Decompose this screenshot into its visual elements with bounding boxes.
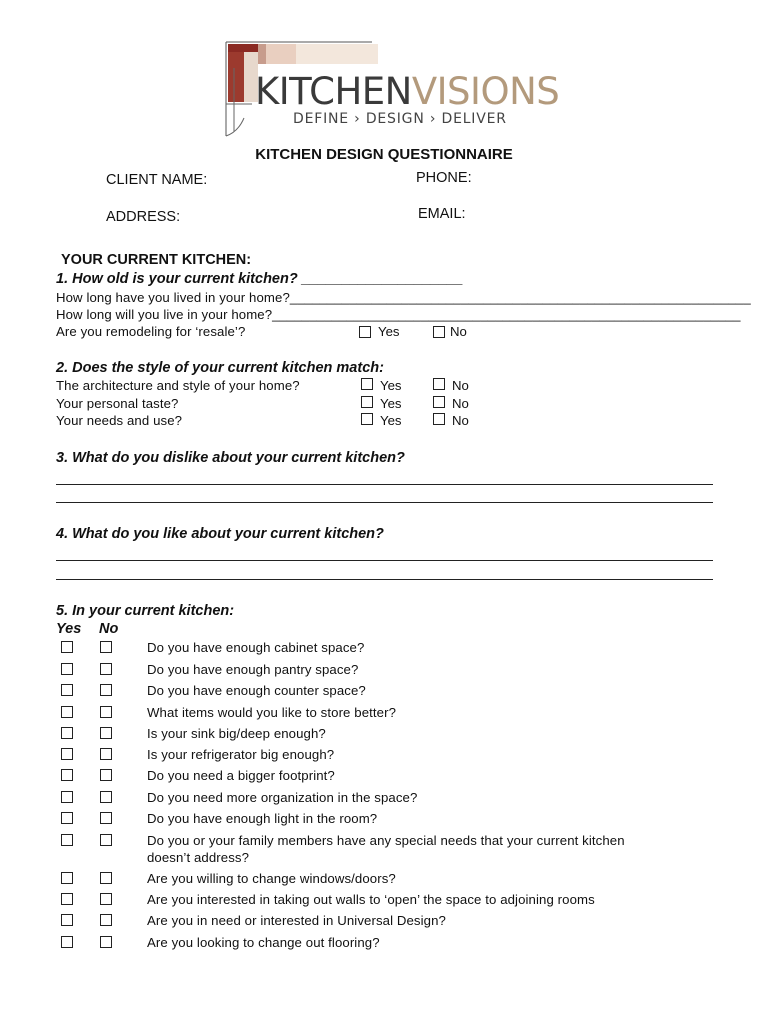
q2-needs-no-label: No (452, 413, 469, 428)
q2-architecture-yes-checkbox[interactable] (361, 378, 373, 390)
current-kitchen-heading: YOUR CURRENT KITCHEN: (61, 252, 252, 268)
q4-answer-line-2[interactable] (56, 579, 713, 580)
q5-no-checkbox[interactable] (100, 769, 112, 781)
address-label: ADDRESS: (106, 209, 181, 225)
q5-item-label: What items would you like to store better? (147, 705, 397, 720)
q2-taste-yes-checkbox[interactable] (361, 396, 373, 408)
q5-yes-checkbox[interactable] (61, 872, 73, 884)
q3-answer-line-2[interactable] (56, 502, 713, 503)
resale-no-checkbox[interactable] (433, 326, 445, 338)
q5-yes-checkbox[interactable] (61, 914, 73, 926)
brand-kitchen: KITCHEN (255, 70, 412, 113)
q5-item-label: Is your sink big/deep enough? (147, 726, 326, 741)
q5-yes-checkbox[interactable] (61, 834, 73, 846)
q5-item-label-continuation: doesn’t address? (147, 850, 250, 865)
q2-architecture-no-checkbox[interactable] (433, 378, 445, 390)
q5-item-label: Do you need more organization in the space? (147, 790, 418, 805)
q5-no-header: No (99, 621, 119, 637)
q5-no-checkbox[interactable] (100, 812, 112, 824)
q5-item-label: Are you in need or interested in Universal Design? (147, 913, 446, 928)
q5-yes-checkbox[interactable] (61, 684, 73, 696)
will-live-in-home-line: How long will you live in your home?_______________________________________________________________ (56, 307, 741, 322)
q5-item-label: Are you willing to change windows/doors? (147, 871, 396, 886)
q5-item-label: Do you need a bigger footprint? (147, 768, 335, 783)
brand-visions: VISIONS (411, 70, 560, 113)
q4-answer-line-1[interactable] (56, 560, 713, 561)
q5-no-checkbox[interactable] (100, 748, 112, 760)
q5-yes-checkbox[interactable] (61, 791, 73, 803)
q2-row-taste: Your personal taste? (56, 396, 179, 411)
q2-taste-yes-label: Yes (380, 396, 402, 411)
q3-answer-line-1[interactable] (56, 484, 713, 485)
phone-label: PHONE: (416, 170, 472, 186)
q5-no-checkbox[interactable] (100, 641, 112, 653)
q5-yes-checkbox[interactable] (61, 812, 73, 824)
q5-no-checkbox[interactable] (100, 936, 112, 948)
q5-item-label: Do you have enough pantry space? (147, 662, 359, 677)
q2-taste-no-label: No (452, 396, 469, 411)
q5-item-label: Do you or your family members have any special needs that your current kitchen (147, 833, 625, 848)
resale-yes-label: Yes (378, 324, 400, 339)
q5-yes-checkbox[interactable] (61, 936, 73, 948)
q2-needs-yes-checkbox[interactable] (361, 413, 373, 425)
q5-no-checkbox[interactable] (100, 663, 112, 675)
resale-yes-checkbox[interactable] (359, 326, 371, 338)
q5-item-label: Do you have enough cabinet space? (147, 640, 365, 655)
q5-yes-checkbox[interactable] (61, 893, 73, 905)
q5-item-label: Are you interested in taking out walls to ‘open’ the space to adjoining rooms (147, 892, 595, 907)
question-1: 1. How old is your current kitchen? ____________________ (56, 271, 464, 287)
resale-question: Are you remodeling for ‘resale’? (56, 324, 246, 339)
page-title: KITCHEN DESIGN QUESTIONNAIRE (255, 146, 513, 163)
q5-yes-checkbox[interactable] (61, 769, 73, 781)
client-name-label: CLIENT NAME: (106, 172, 208, 188)
q2-row-needs: Your needs and use? (56, 413, 183, 428)
q5-no-checkbox[interactable] (100, 914, 112, 926)
q5-yes-checkbox[interactable] (61, 706, 73, 718)
q5-item-label: Do you have enough light in the room? (147, 811, 378, 826)
lived-in-home-line: How long have you lived in your home?______________________________________________________________ (56, 290, 751, 305)
q2-architecture-no-label: No (452, 378, 469, 393)
q5-item-label: Do you have enough counter space? (147, 683, 366, 698)
question-3: 3. What do you dislike about your current kitchen? (56, 450, 405, 466)
q2-taste-no-checkbox[interactable] (433, 396, 445, 408)
q5-no-checkbox[interactable] (100, 727, 112, 739)
q5-no-checkbox[interactable] (100, 684, 112, 696)
q5-no-checkbox[interactable] (100, 834, 112, 846)
q5-item-label: Are you looking to change out flooring? (147, 935, 380, 950)
q5-no-checkbox[interactable] (100, 872, 112, 884)
q2-row-architecture: The architecture and style of your home? (56, 378, 300, 393)
question-5: 5. In your current kitchen: (56, 603, 235, 619)
q5-yes-checkbox[interactable] (61, 727, 73, 739)
q5-item-label: Is your refrigerator big enough? (147, 747, 335, 762)
q5-no-checkbox[interactable] (100, 791, 112, 803)
q2-needs-no-checkbox[interactable] (433, 413, 445, 425)
question-2: 2. Does the style of your current kitchen match: (56, 360, 384, 376)
q5-yes-checkbox[interactable] (61, 663, 73, 675)
brand-wordmark (255, 70, 559, 114)
q5-yes-header: Yes (56, 621, 82, 637)
question-4: 4. What do you like about your current kitchen? (56, 526, 384, 542)
q5-no-checkbox[interactable] (100, 893, 112, 905)
email-label: EMAIL: (418, 206, 466, 222)
q2-architecture-yes-label: Yes (380, 378, 402, 393)
brand-tagline: DEFINE › DESIGN › DELIVER (293, 111, 507, 127)
q5-no-checkbox[interactable] (100, 706, 112, 718)
q5-yes-checkbox[interactable] (61, 641, 73, 653)
q5-yes-checkbox[interactable] (61, 748, 73, 760)
q2-needs-yes-label: Yes (380, 413, 402, 428)
resale-no-label: No (450, 324, 467, 339)
